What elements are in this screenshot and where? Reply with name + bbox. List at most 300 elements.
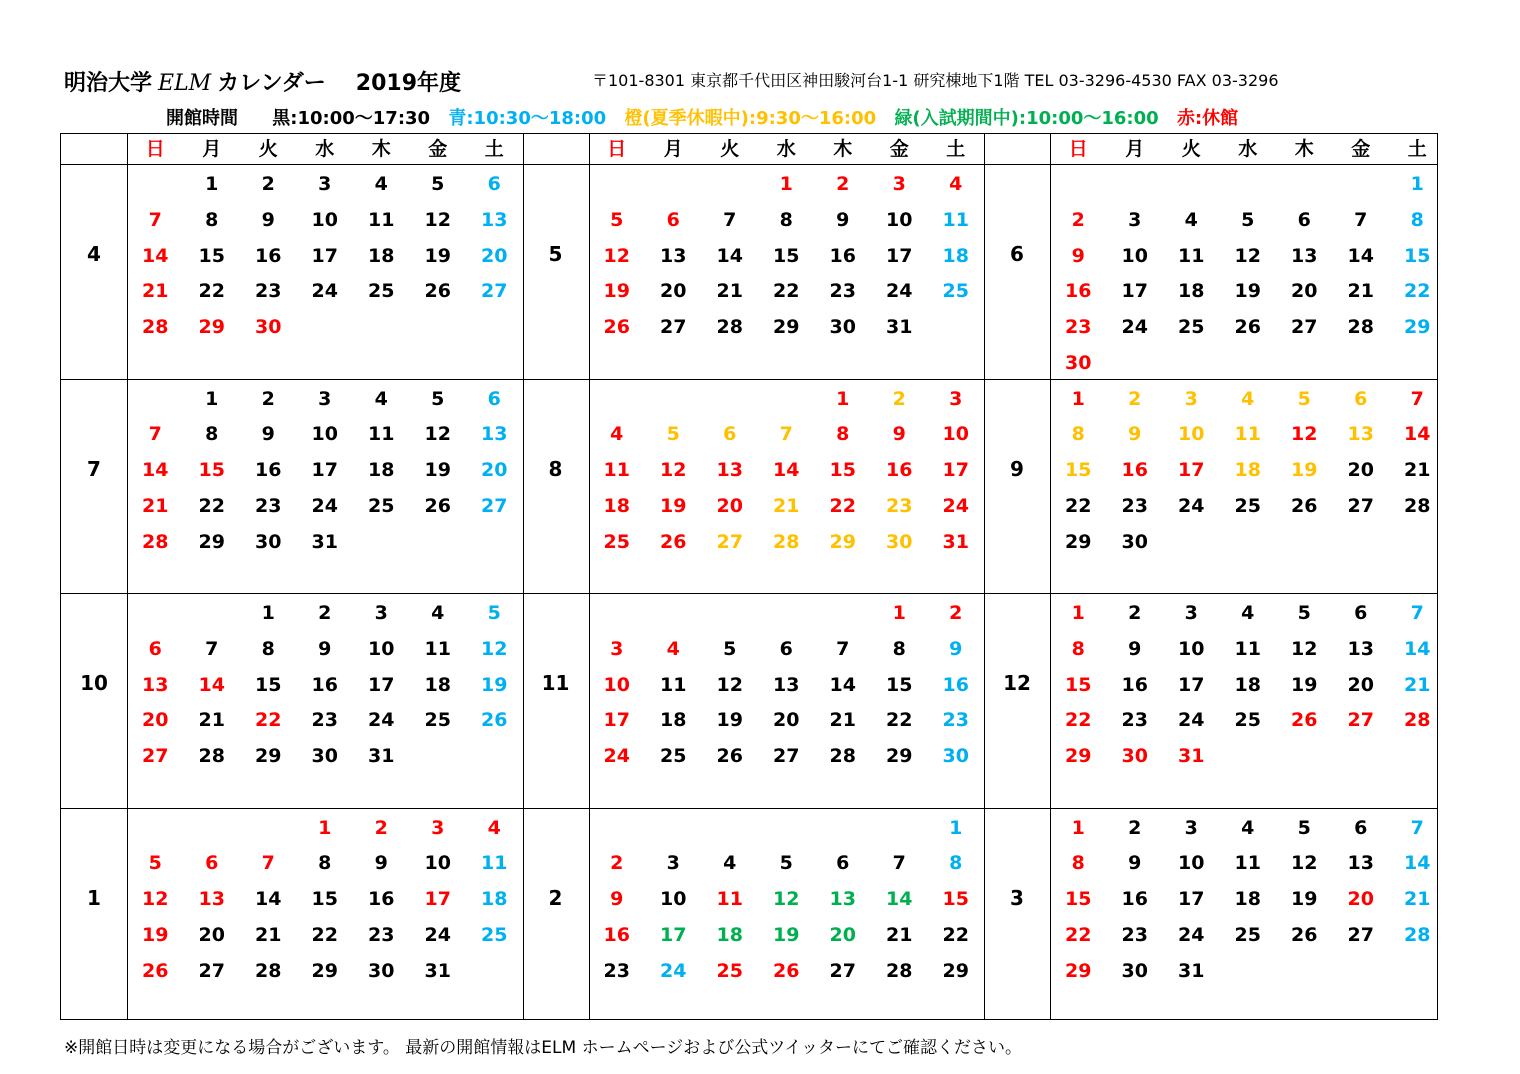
- calendar-day: 13: [481, 423, 508, 446]
- weekday-label: 水: [315, 138, 335, 160]
- calendar-day: 17: [1178, 459, 1205, 482]
- hours-orange: 橙(夏季休暇中):9:30～16:00: [624, 108, 877, 129]
- calendar-day: 21: [1404, 459, 1431, 482]
- calendar-day: 27: [716, 530, 743, 553]
- calendar-day: 4: [723, 852, 737, 875]
- calendar-day: 25: [368, 280, 395, 303]
- calendar-day: 5: [1297, 602, 1311, 624]
- calendar-day: 13: [773, 673, 800, 696]
- calendar-day: 10: [1178, 423, 1205, 446]
- title-elm: ELM: [158, 71, 212, 96]
- row-divider: [61, 593, 1437, 594]
- calendar-day: 16: [1121, 888, 1148, 911]
- title-university: 明治大学: [64, 71, 153, 96]
- calendar-day: 3: [1184, 816, 1198, 839]
- calendar-day: 7: [261, 852, 275, 875]
- calendar-day: 13: [829, 888, 856, 911]
- calendar-day: 28: [773, 530, 800, 553]
- calendar-day: 27: [773, 745, 800, 768]
- calendar-day: 6: [1354, 602, 1368, 624]
- calendar-day: 10: [368, 637, 395, 660]
- calendar-day: 24: [311, 494, 338, 517]
- month-label: 2: [548, 885, 563, 910]
- calendar-day: 5: [779, 852, 793, 875]
- row-divider: [61, 164, 1437, 165]
- calendar-day: 20: [481, 244, 508, 267]
- calendar-day: 2: [318, 602, 332, 624]
- calendar-day: 2: [892, 387, 906, 410]
- calendar-day: 19: [660, 494, 687, 517]
- calendar-day: 11: [660, 673, 687, 696]
- calendar-day: 25: [660, 745, 687, 768]
- calendar-day: 21: [255, 923, 282, 946]
- calendar-day: 2: [610, 852, 624, 875]
- calendar-day: 2: [1071, 208, 1085, 231]
- calendar-day: 12: [1291, 852, 1318, 875]
- calendar-day: 14: [829, 673, 856, 696]
- hours-label: 開館時間: [166, 108, 238, 129]
- calendar-day: 16: [942, 673, 969, 696]
- calendar-day: 12: [1291, 637, 1318, 660]
- calendar-day: 27: [829, 959, 856, 982]
- calendar-day: 21: [1404, 888, 1431, 911]
- calendar-day: 31: [942, 530, 969, 553]
- month-label: 5: [548, 242, 563, 266]
- calendar-day: 31: [1178, 745, 1205, 768]
- weekday-label: 土: [484, 138, 504, 160]
- calendar-day: 21: [829, 709, 856, 732]
- calendar-day: 25: [942, 280, 969, 303]
- calendar-day: 13: [1347, 852, 1374, 875]
- calendar-day: 26: [424, 280, 451, 303]
- calendar-day: 27: [198, 959, 225, 982]
- calendar-day: 7: [723, 208, 737, 231]
- calendar-day: 25: [603, 530, 630, 553]
- calendar-day: 22: [1065, 923, 1092, 946]
- calendar-day: 17: [1121, 280, 1148, 303]
- calendar-day: 12: [1291, 423, 1318, 446]
- weekday-label: 水: [776, 138, 796, 160]
- calendar-day: 25: [716, 959, 743, 982]
- calendar-day: 22: [773, 280, 800, 303]
- calendar-day: 24: [424, 923, 451, 946]
- calendar-day: 9: [374, 852, 388, 875]
- calendar-day: 29: [773, 316, 800, 339]
- calendar-day: 8: [836, 423, 850, 446]
- calendar-day: 22: [311, 923, 338, 946]
- hours-green: 緑(入試期間中):10:00～16:00: [894, 108, 1159, 129]
- calendar-day: 29: [1065, 959, 1092, 982]
- calendar-day: 6: [836, 852, 850, 875]
- calendar-day: 23: [311, 709, 338, 732]
- calendar-day: 28: [142, 316, 169, 339]
- calendar-day: 12: [1234, 244, 1261, 267]
- calendar-day: 25: [1234, 923, 1261, 946]
- calendar-day: 29: [198, 530, 225, 553]
- calendar-day: 17: [603, 709, 630, 732]
- calendar-day: 9: [1071, 244, 1085, 267]
- calendar-day: 30: [1121, 530, 1148, 553]
- calendar-day: 30: [829, 316, 856, 339]
- calendar-day: 26: [660, 530, 687, 553]
- weekday-label: 火: [258, 138, 278, 160]
- calendar-day: 4: [666, 637, 680, 660]
- calendar-day: 16: [1121, 459, 1148, 482]
- calendar-day: 4: [1184, 208, 1198, 231]
- calendar-day: 15: [942, 888, 969, 911]
- calendar-day: 11: [481, 852, 508, 875]
- calendar-day: 28: [716, 316, 743, 339]
- calendar-day: 27: [481, 280, 508, 303]
- calendar-day: 29: [255, 745, 282, 768]
- calendar-day: 17: [311, 459, 338, 482]
- row-divider: [61, 808, 1437, 809]
- calendar-day: 18: [1234, 673, 1261, 696]
- calendar-day: 4: [1241, 602, 1255, 624]
- calendar-day: 10: [311, 208, 338, 231]
- weekday-label: 火: [1181, 138, 1201, 160]
- calendar-day: 1: [205, 387, 219, 410]
- calendar-day: 20: [481, 459, 508, 482]
- calendar-day: 19: [142, 923, 169, 946]
- calendar-day: 13: [660, 244, 687, 267]
- calendar-day: 15: [255, 673, 282, 696]
- calendar-day: 15: [829, 459, 856, 482]
- calendar-day: 20: [660, 280, 687, 303]
- calendar-day: 2: [836, 173, 850, 195]
- hours-blue: 青:10:30～18:00: [448, 108, 607, 129]
- calendar-day: 26: [603, 316, 630, 339]
- calendar-day: 24: [311, 280, 338, 303]
- calendar-day: 8: [205, 208, 219, 231]
- calendar-day: 16: [829, 244, 856, 267]
- calendar-day: 15: [198, 459, 225, 482]
- calendar-day: 1: [318, 816, 332, 839]
- calendar-day: 26: [1291, 709, 1318, 732]
- calendar-day: 12: [716, 673, 743, 696]
- month-label: 11: [541, 671, 570, 695]
- calendar-day: 10: [603, 673, 630, 696]
- calendar-day: 25: [368, 494, 395, 517]
- calendar-day: 14: [1404, 637, 1431, 660]
- calendar-day: 8: [892, 637, 906, 660]
- calendar-day: 8: [1071, 852, 1085, 875]
- calendar-day: 25: [1234, 494, 1261, 517]
- calendar-day: 20: [1347, 888, 1374, 911]
- calendar-day: 10: [1121, 244, 1148, 267]
- calendar-day: 5: [148, 852, 162, 875]
- weekday-label: 月: [1125, 138, 1145, 160]
- calendar-day: 7: [1410, 387, 1424, 410]
- calendar-day: 30: [1121, 959, 1148, 982]
- calendar-day: 21: [1404, 673, 1431, 696]
- calendar-day: 26: [424, 494, 451, 517]
- calendar-day: 14: [773, 459, 800, 482]
- calendar-day: 19: [424, 244, 451, 267]
- calendar-day: 15: [198, 244, 225, 267]
- calendar-day: 23: [829, 280, 856, 303]
- calendar-day: 5: [1241, 208, 1255, 231]
- calendar-day: 19: [481, 673, 508, 696]
- address-contact: 〒101-8301 東京都千代田区神田駿河台1-1 研究棟地下1階 TEL 03-3296-4530 FAX 03-3296: [592, 71, 1279, 90]
- calendar-day: 25: [481, 923, 508, 946]
- calendar-day: 3: [318, 173, 332, 195]
- calendar-day: 19: [424, 459, 451, 482]
- calendar-day: 29: [886, 745, 913, 768]
- calendar-day: 15: [1404, 244, 1431, 267]
- calendar-day: 30: [255, 316, 282, 339]
- weekday-label: 日: [607, 138, 627, 160]
- calendar-day: 16: [1065, 280, 1092, 303]
- calendar-day: 8: [1410, 208, 1424, 231]
- calendar-day: 17: [311, 244, 338, 267]
- calendar-day: 4: [1241, 816, 1255, 839]
- calendar-day: 16: [368, 888, 395, 911]
- calendar-day: 22: [1404, 280, 1431, 303]
- calendar-day: 31: [368, 745, 395, 768]
- calendar-day: 27: [1347, 923, 1374, 946]
- calendar-day: 13: [1347, 423, 1374, 446]
- calendar-day: 27: [1347, 494, 1374, 517]
- calendar-day: 9: [836, 208, 850, 231]
- calendar-day: 1: [1410, 173, 1424, 195]
- calendar-day: 6: [487, 387, 501, 410]
- calendar-day: 7: [1354, 208, 1368, 231]
- calendar-day: 25: [424, 709, 451, 732]
- calendar-day: 2: [374, 816, 388, 839]
- calendar-day: 29: [1065, 530, 1092, 553]
- calendar-day: 24: [886, 280, 913, 303]
- calendar-day: 9: [318, 637, 332, 660]
- calendar-day: 1: [836, 387, 850, 410]
- calendar-day: 22: [1065, 494, 1092, 517]
- calendar-day: 23: [886, 494, 913, 517]
- calendar-day: 29: [311, 959, 338, 982]
- calendar-day: 3: [949, 387, 963, 410]
- calendar-day: 21: [198, 709, 225, 732]
- calendar-day: 16: [603, 923, 630, 946]
- calendar-day: 24: [1178, 709, 1205, 732]
- calendar-day: 2: [949, 602, 963, 624]
- calendar-day: 1: [892, 602, 906, 624]
- calendar-day: 29: [1065, 745, 1092, 768]
- calendar-day: 15: [1065, 459, 1092, 482]
- calendar-day: 21: [773, 494, 800, 517]
- hours-red: 赤:休館: [1176, 108, 1239, 129]
- calendar-day: 26: [1291, 923, 1318, 946]
- calendar-day: 26: [142, 959, 169, 982]
- calendar-day: 9: [261, 423, 275, 446]
- calendar-day: 7: [205, 637, 219, 660]
- month-label: 3: [1010, 885, 1024, 910]
- calendar-day: 7: [1410, 602, 1424, 624]
- calendar-day: 16: [255, 459, 282, 482]
- calendar-day: 20: [716, 494, 743, 517]
- calendar-day: 4: [487, 816, 501, 839]
- calendar-day: 8: [318, 852, 332, 875]
- calendar-day: 14: [1347, 244, 1374, 267]
- calendar-day: 9: [892, 423, 906, 446]
- calendar-day: 13: [1347, 637, 1374, 660]
- weekday-label: 木: [833, 138, 853, 160]
- calendar-day: 2: [1128, 602, 1142, 624]
- calendar-day: 13: [481, 208, 508, 231]
- calendar-day: 11: [368, 423, 395, 446]
- calendar-day: 9: [1128, 852, 1142, 875]
- calendar-day: 27: [660, 316, 687, 339]
- weekday-header-row: [127, 134, 523, 164]
- calendar-day: 28: [198, 745, 225, 768]
- calendar-day: 5: [723, 637, 737, 660]
- weekday-label: 木: [1294, 138, 1314, 160]
- calendar-day: 4: [949, 173, 963, 195]
- calendar-day: 30: [255, 530, 282, 553]
- weekday-label: 日: [145, 138, 165, 160]
- weekday-label: 金: [889, 138, 909, 160]
- calendar-day: 29: [942, 959, 969, 982]
- calendar-day: 26: [1234, 316, 1261, 339]
- calendar-day: 19: [603, 280, 630, 303]
- calendar-day: 8: [205, 423, 219, 446]
- month-label: 10: [80, 671, 108, 695]
- calendar-day: 11: [424, 637, 451, 660]
- calendar-day: 4: [1241, 387, 1255, 410]
- calendar-day: 10: [424, 852, 451, 875]
- calendar-day: 24: [368, 709, 395, 732]
- calendar-grid: [60, 133, 1438, 1020]
- calendar-day: 30: [368, 959, 395, 982]
- calendar-day: 2: [261, 387, 275, 410]
- calendar-day: 4: [374, 387, 388, 410]
- calendar-day: 21: [716, 280, 743, 303]
- calendar-day: 23: [255, 494, 282, 517]
- title-calendar: カレンダー: [217, 71, 326, 96]
- calendar-day: 15: [886, 673, 913, 696]
- calendar-day: 16: [1121, 673, 1148, 696]
- calendar-day: 14: [886, 888, 913, 911]
- month-label: 1: [87, 885, 101, 910]
- calendar-day: 17: [424, 888, 451, 911]
- calendar-day: 15: [311, 888, 338, 911]
- month-label: 9: [1010, 456, 1024, 481]
- calendar-day: 10: [1178, 852, 1205, 875]
- calendar-day: 17: [368, 673, 395, 696]
- calendar-day: 3: [1128, 208, 1142, 231]
- calendar-day: 6: [1297, 208, 1311, 231]
- calendar-day: 30: [1121, 745, 1148, 768]
- calendar-day: 30: [886, 530, 913, 553]
- calendar-day: 4: [610, 423, 624, 446]
- calendar-day: 7: [892, 852, 906, 875]
- calendar-day: 27: [1291, 316, 1318, 339]
- weekday-label: 金: [428, 138, 448, 160]
- calendar-day: 23: [1065, 316, 1092, 339]
- calendar-day: 18: [660, 709, 687, 732]
- calendar-day: 26: [773, 959, 800, 982]
- calendar-day: 19: [1291, 459, 1318, 482]
- calendar-day: 5: [431, 387, 445, 410]
- calendar-day: 20: [773, 709, 800, 732]
- calendar-day: 22: [829, 494, 856, 517]
- calendar-day: 25: [1234, 709, 1261, 732]
- weekday-label: 水: [1238, 138, 1258, 160]
- month-label: 8: [548, 456, 563, 481]
- title-year: 2019年度: [355, 71, 462, 96]
- calendar-day: 18: [1234, 459, 1261, 482]
- calendar-day: 5: [610, 208, 624, 231]
- calendar-day: 11: [1234, 423, 1261, 446]
- calendar-day: 11: [368, 208, 395, 231]
- calendar-day: 24: [942, 494, 969, 517]
- calendar-day: 28: [1404, 923, 1431, 946]
- calendar-day: 9: [949, 637, 963, 660]
- calendar-day: 20: [142, 709, 169, 732]
- calendar-day: 12: [481, 637, 508, 660]
- calendar-day: 13: [716, 459, 743, 482]
- hours-black: 黒:10:00～17:30: [272, 108, 431, 129]
- calendar-day: 9: [610, 888, 624, 911]
- calendar-day: 3: [374, 602, 388, 624]
- calendar-day: 7: [1410, 816, 1424, 839]
- calendar-day: 18: [1178, 280, 1205, 303]
- calendar-day: 13: [142, 673, 169, 696]
- weekday-label: 火: [720, 138, 740, 160]
- calendar-day: 13: [1291, 244, 1318, 267]
- calendar-day: 23: [368, 923, 395, 946]
- calendar-day: 21: [1347, 280, 1374, 303]
- calendar-day: 20: [829, 923, 856, 946]
- calendar-day: 21: [142, 280, 169, 303]
- calendar-day: 8: [1071, 637, 1085, 660]
- calendar-day: 24: [660, 959, 687, 982]
- weekday-header-row: [1050, 134, 1446, 164]
- calendar-day: 1: [1071, 816, 1085, 839]
- calendar-day: 8: [261, 637, 275, 660]
- calendar-day: 14: [142, 244, 169, 267]
- calendar-day: 11: [942, 208, 969, 231]
- calendar-day: 29: [1404, 316, 1431, 339]
- calendar-day: 5: [431, 173, 445, 195]
- calendar-day: 12: [142, 888, 169, 911]
- calendar-day: 16: [255, 244, 282, 267]
- calendar-day: 21: [142, 494, 169, 517]
- weekday-label: 金: [1351, 138, 1371, 160]
- calendar-day: 18: [481, 888, 508, 911]
- weekday-label: 日: [1068, 138, 1088, 160]
- calendar-day: 3: [1184, 602, 1198, 624]
- calendar-day: 15: [1065, 673, 1092, 696]
- calendar-day: 13: [198, 888, 225, 911]
- calendar-day: 6: [1354, 387, 1368, 410]
- calendar-day: 1: [205, 173, 219, 195]
- calendar-day: 17: [1178, 673, 1205, 696]
- weekday-label: 土: [1407, 138, 1427, 160]
- calendar-day: 28: [1404, 709, 1431, 732]
- calendar-day: 8: [949, 852, 963, 875]
- calendar-day: 16: [886, 459, 913, 482]
- calendar-day: 8: [1071, 423, 1085, 446]
- calendar-day: 22: [886, 709, 913, 732]
- calendar-day: 26: [481, 709, 508, 732]
- calendar-day: 4: [374, 173, 388, 195]
- calendar-day: 14: [1404, 852, 1431, 875]
- calendar-day: 26: [1291, 494, 1318, 517]
- calendar-day: 14: [716, 244, 743, 267]
- calendar-day: 30: [1065, 352, 1092, 374]
- calendar-day: 1: [779, 173, 793, 195]
- calendar-day: 19: [1291, 673, 1318, 696]
- calendar-day: 31: [311, 530, 338, 553]
